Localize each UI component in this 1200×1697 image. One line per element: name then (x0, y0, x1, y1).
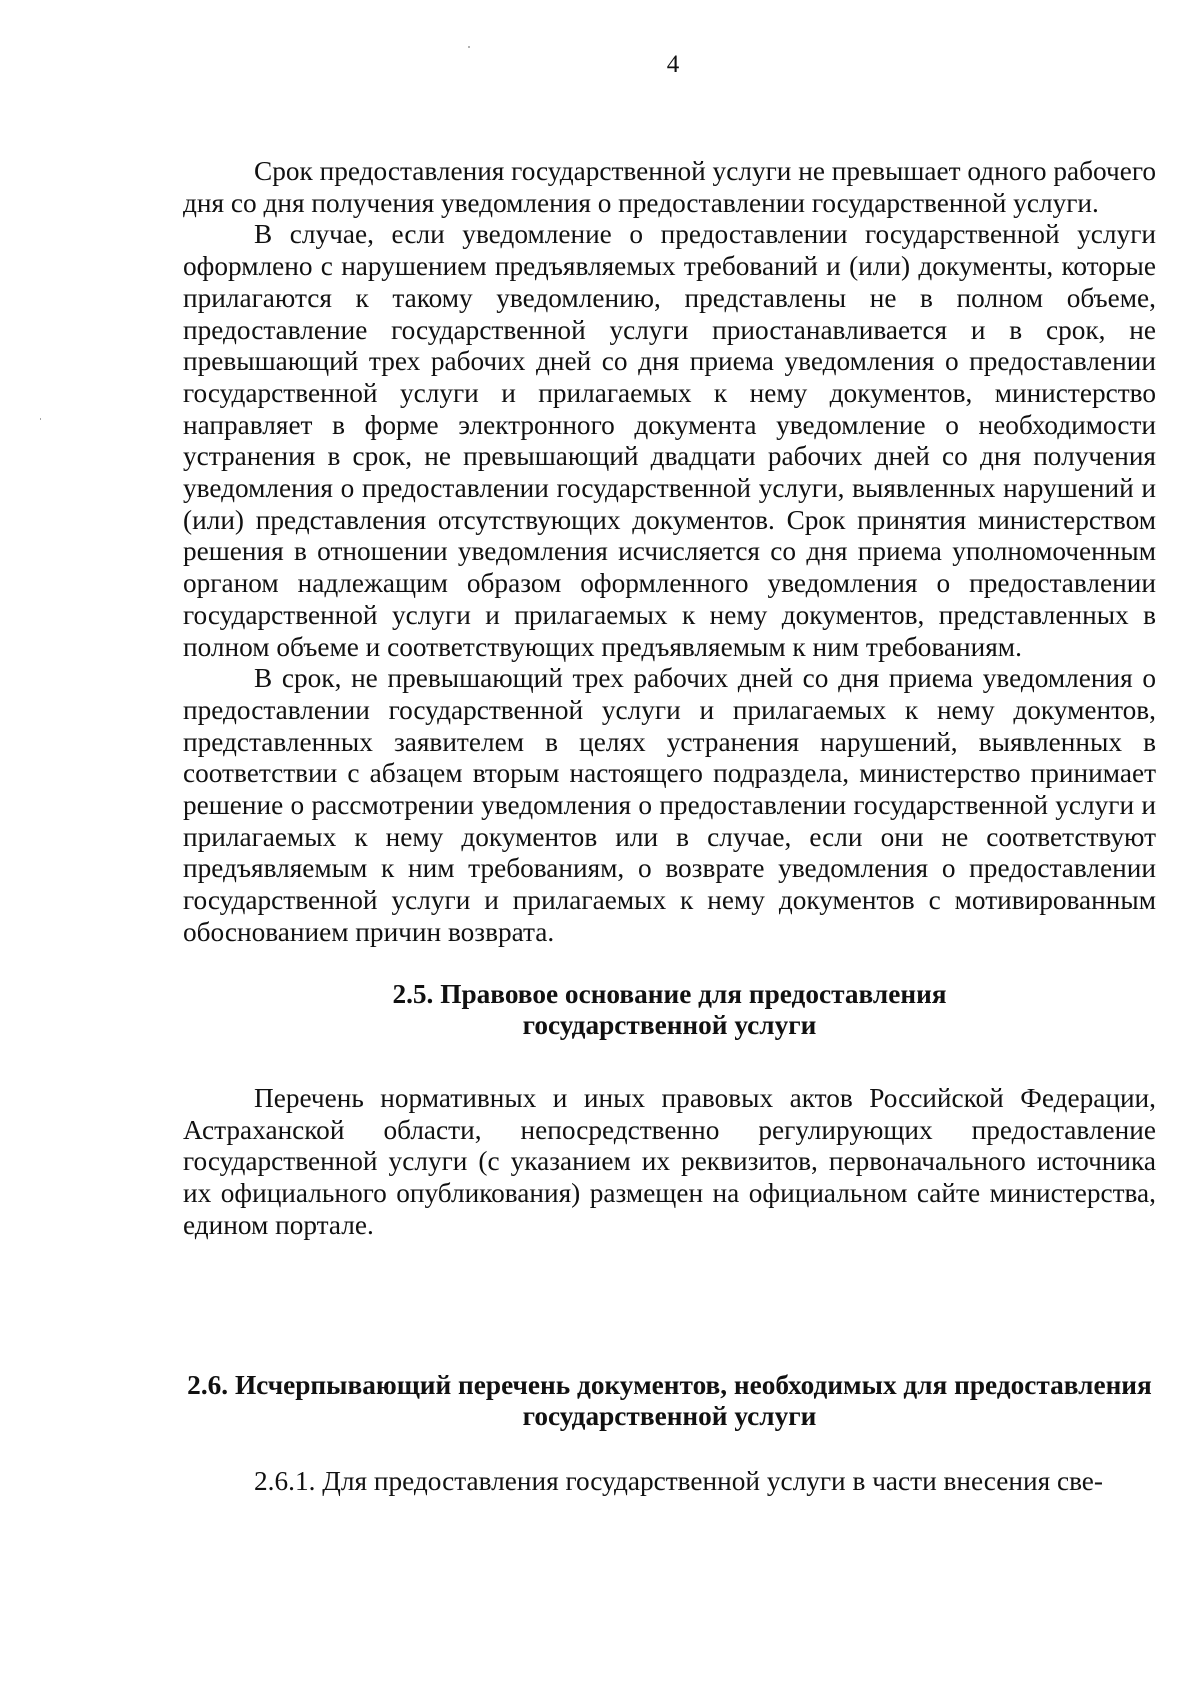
section-heading-2-5-line2: государственной услуги (522, 1010, 817, 1041)
section-heading-2-6-line1: 2.6. Исчерпывающий перечень документов, необходимых для предоставления (187, 1369, 1152, 1400)
paragraph-suspension: В случае, если уведомление о предоставлении государственной услуги оформлено с нарушением предъявляемых требований и (или) документы, которые прилагаются к такому уведомлению, представлены не в полном объеме, предоставление государственной услуги приостанавливается и в срок, не превышающий трех рабочих дней со дня приема уведомления о предоставлении государственной услуги и прилагаемых к нему документов, министерство направляет в форме электронного документа уведомление о необходимости устранения в срок, не превышающий двадцати рабочих дней со дня получения уведомления о предоставлении государственной услуги, выявленных нарушений и (или) представления отсутствующих документов. Срок принятия министерством решения в отношении уведомления исчисляется со дня приема уполномоченным органом надлежащим образом оформленного уведомления о предоставлении государственной услуги и прилагаемых к нему документов, представленных в полном объеме и соответствующих предъявляемым к ним требованиям. (183, 219, 1156, 662)
scan-speck (468, 46, 470, 48)
page-number: 4 (666, 51, 680, 78)
paragraph-2-6-1: 2.6.1. Для предоставления государственной услуги в части внесения све- (254, 1465, 1104, 1496)
paragraph-legal-acts: Перечень нормативных и иных правовых актов Российской Федерации, Астраханской области, непосредственно регулирующих предоставление государственной услуги (с указанием их реквизитов, первоначального источника их официального опубликования) размещен на официальном сайте министерства, едином портале. (183, 1082, 1156, 1240)
section-heading-2-5 (183, 979, 1156, 1042)
section-heading-2-5-line1: 2.5. Правовое основание для предоставления (392, 978, 947, 1009)
section-heading-2-6-line2: государственной услуги (522, 1401, 817, 1432)
paragraph-service-term: Срок предоставления государственной услуги не превышает одного рабочего дня со дня получения уведомления о предоставлении государственной услуги. (183, 156, 1156, 218)
paragraph-resubmission: В срок, не превышающий трех рабочих дней со дня приема уведомления о предоставлении государственной услуги и прилагаемых к нему документов, представленных заявителем в целях устранения нарушений, выявленных в соответствии с абзацем вторым настоящего подраздела, министерство принимает решение о рассмотрении уведомления о предоставлении государственной услуги и прилагаемых к нему документов или в случае, если они не соответствуют предъявляемым к ним требованиям, о возврате уведомления о предоставлении государственной услуги и прилагаемых к нему документов с мотивированным обоснованием причин возврата. (183, 663, 1156, 947)
section-heading-2-6 (183, 1370, 1156, 1433)
scan-speck (40, 418, 41, 420)
document-body (183, 156, 1156, 1498)
